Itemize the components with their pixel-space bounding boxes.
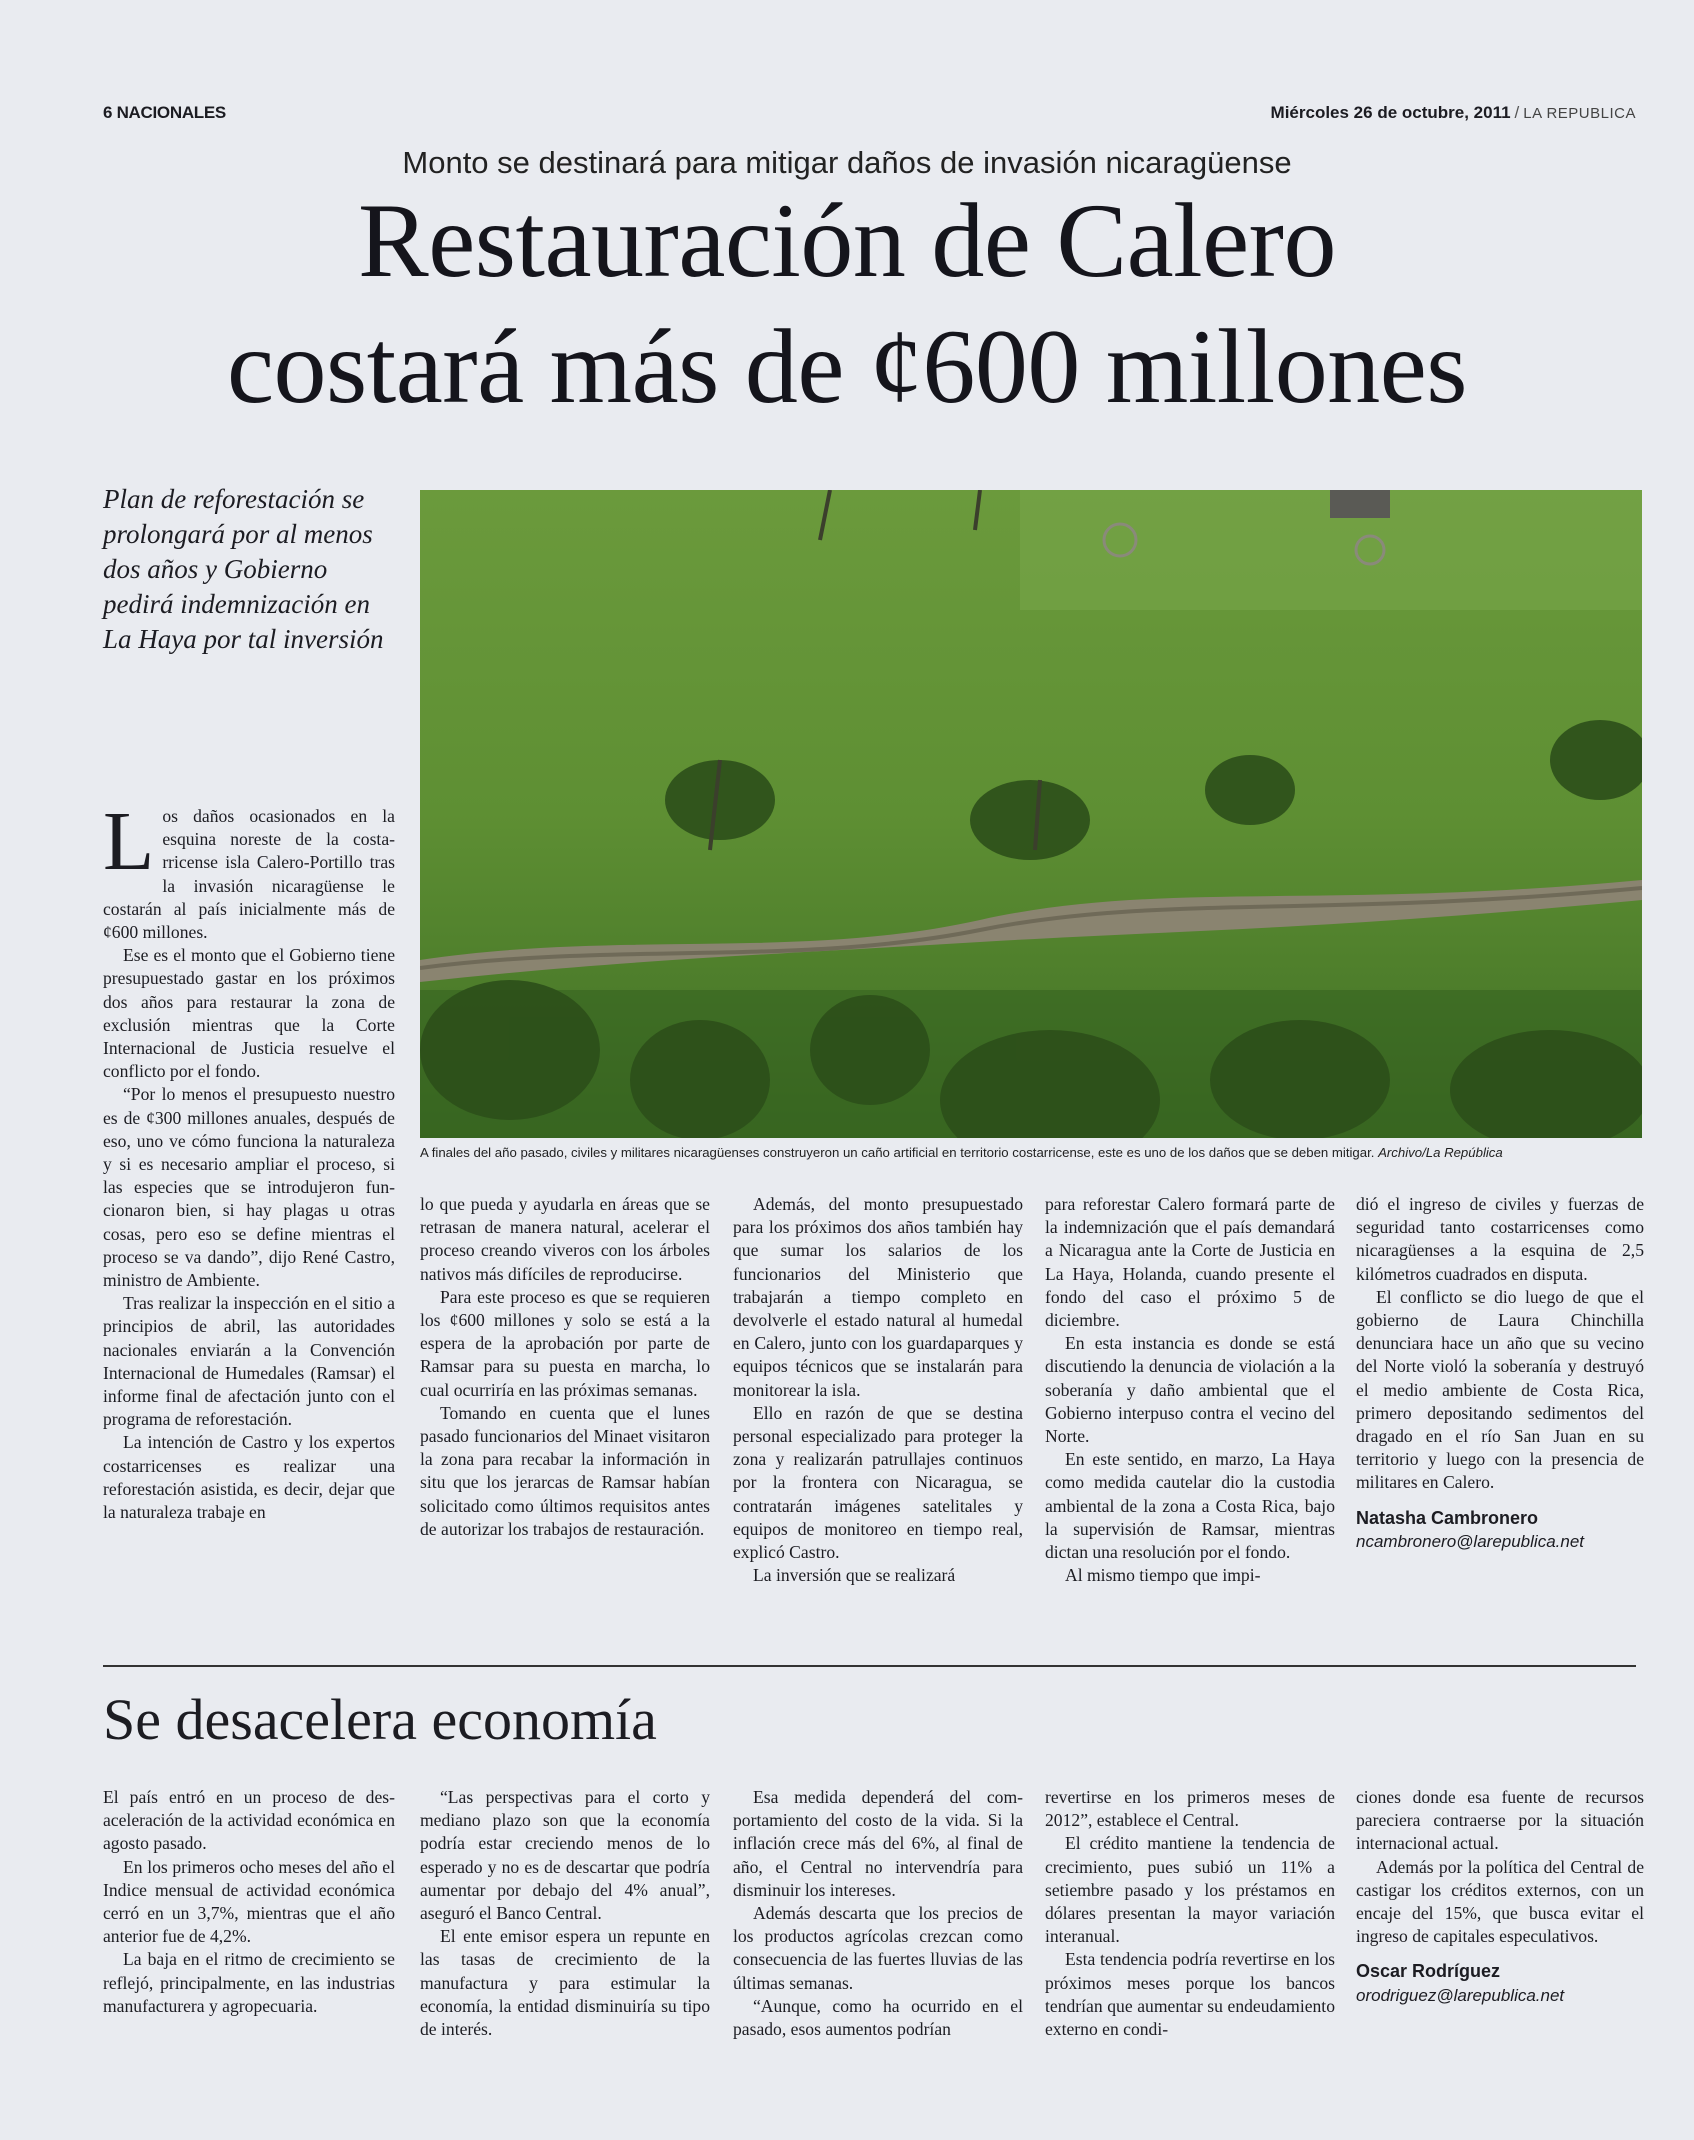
article-headline	[40, 178, 1654, 430]
photo-caption	[420, 1145, 1642, 1160]
article-2-column-5	[1356, 1786, 1644, 2007]
paragraph: La intención de Castro y los expertos costarricenses es realizar una reforestación asistida, es decir, dejar que la naturaleza trabaje en	[103, 1432, 395, 1523]
paragraph: Al mismo tiempo que impi-	[1065, 1565, 1261, 1586]
article-column-3	[733, 1193, 1023, 1587]
section-divider	[103, 1665, 1636, 1667]
byline-email[interactable]: orodriguez@larepublica.net	[1356, 1985, 1565, 2005]
paragraph: Ese es el monto que el Gobierno tiene presupuestado gastar en los próximos dos años para restaurar la zona de exclusión mientras que la Corte Internacional de Justicia resuelve el conflicto por el fondo.	[103, 945, 395, 1082]
paragraph: El conflicto se dio luego de que el gobierno de Laura Chinchilla denunciara hace un año que su vecino del Norte violó la soberanía y destruyó el medio ambiente de Costa Rica, primero depositando sedimentos del dragado en el río San Juan en su territorio y luego con la presencia de militares en Calero.	[1356, 1286, 1644, 1493]
paragraph: Los daños ocasionados en la esquina noreste de la costarricense isla Calero-Portillo tras la invasión nicaragüense le costarán al país inicialmente más de ¢600 millones.	[103, 795, 395, 943]
paragraph: El país entró en un proceso de desaceleración de la actividad económica en agosto pasado.	[103, 1787, 395, 1854]
paragraph: Esta tendencia podría revertirse en los próximos meses porque los bancos tendrían que aumentar su endeudamiento externo en condi-	[1045, 1949, 1335, 2040]
article-2-column-1	[103, 1786, 395, 2018]
article-kicker: Monto se destinará para mitigar daños de invasión nicaragüense	[402, 145, 1292, 180]
paragraph: Además descarta que los precios de los productos agrícolas crezcan como consecuencia de las fuertes lluvias de las últimas semanas.	[733, 1903, 1023, 1993]
headline-line-2: costará más de ¢600 millones	[226, 308, 1468, 425]
drop-cap: L	[103, 795, 155, 888]
byline-name: Natasha Cambronero	[1356, 1507, 1539, 1528]
byline-name: Oscar Rodríguez	[1356, 1961, 1501, 1982]
issue-date: Miércoles 26 de octubre, 2011	[1270, 103, 1511, 122]
paragraph: Ello en razón de que se destina personal especializado para proteger la zona y realizarán patrullajes continuos por la frontera con Nicaragua, se contratarán imágenes satelitales y equipos de monitoreo en tiempo real, explicó Castro.	[733, 1402, 1023, 1563]
paragraph: La baja en el ritmo de crecimiento se reflejó, principalmente, en las industrias manufacturera y agropecuaria.	[103, 1949, 395, 2016]
paragraph: para reforestar Calero formará parte de la indemnización que el país demandará a Nicaragua ante la Corte de Justicia en La Haya, Holanda, cuando presente el fondo del caso el próximo 5 de diciembre.	[1045, 1194, 1335, 1331]
caption-text: A finales del año pasado, civiles y militares nicaragüenses construyeron un caño artificial en territorio costarricense, este es uno de los daños que se deben mitigar.	[420, 1145, 1375, 1160]
photo-credit: Archivo/La República	[1378, 1145, 1503, 1160]
paragraph: “Las perspectivas para el corto y mediano plazo son que la economía podría estar creciendo menos de lo esperado y no es de descartar que podría aumentar por debajo del 4% anual”, aseguró el Banco Central.	[420, 1787, 710, 1924]
paragraph: En este sentido, en marzo, La Haya como medida cautelar dio la custodia ambiental de la zona a Costa Rica, bajo la supervisión de Ramsar, mientras dictan una resolución por el fondo.	[1045, 1449, 1335, 1563]
article-column-2	[420, 1193, 710, 1541]
paragraph: “Aunque, como ha ocurrido en el pasado, esos aumentos podrían	[733, 1995, 1023, 2040]
paragraph: Para este proceso es que se requieren los ¢600 millones y solo se está a la espera de la aprobación por parte de Ramsar para su puesta en marcha, lo cual ocurriría en las próximas semanas.	[420, 1286, 710, 1400]
paragraph: Tomando en cuenta que el lunes pasado funcionarios del Minaet visitaron la zona para recabar la información in situ que los jerarcas de Ramsar habían solicitado como últimos requisitos antes de autorizar los trabajos de restauración.	[420, 1402, 710, 1539]
article-2-column-2	[420, 1786, 710, 2041]
article-photo	[420, 490, 1642, 1138]
paragraph: dió el ingreso de civiles y fuerzas de seguridad tanto costarricenses como nicaragüenses a la esquina de 2,5 kilómetros cuadrados en disputa.	[1356, 1194, 1644, 1284]
section-label: 6 NACIONALES	[103, 103, 226, 122]
headline-line-1: Restauración de Calero	[358, 182, 1336, 299]
paragraph: En los primeros ocho meses del año el Indice mensual de actividad económica cerró en un 3,7%, mientras que el año anterior fue de 4,2%.	[103, 1856, 395, 1947]
separator: /	[1514, 103, 1520, 122]
paragraph: En esta instancia es donde se está discutiendo la denuncia de violación a la soberanía y daño ambiental que el Gobierno interpuso contra el vecino del Norte.	[1045, 1333, 1335, 1447]
article-column-1	[103, 795, 395, 1524]
paragraph: El crédito mantiene la tendencia de crecimiento, pues subió un 11% a setiembre pasado y los préstamos en dólares presentan la mayor variación interanual.	[1045, 1833, 1335, 1947]
aerial-field-photo	[420, 490, 1642, 1138]
article-deck: Plan de reforestación se prolongará por al menos dos años y Gobierno pedirá indemnización en La Haya por tal inversión	[103, 484, 384, 654]
article-column-4	[1045, 1193, 1335, 1587]
article-2-headline: Se desacelera economía	[103, 1687, 657, 1752]
paragraph: Esa medida dependerá del comportamiento del costo de la vida. Si la inflación crece más del 6%, al final de año, el Central no intervendría para disminuir los intereses.	[733, 1787, 1023, 1900]
paragraph: La inversión que se realizará	[753, 1565, 956, 1586]
paragraph: El ente emisor espera un repunte en las tasas de crecimiento de la manufactura y para estimular la economía, la entidad disminuiría su tipo de interés.	[420, 1926, 710, 2040]
page-date-line	[1271, 103, 1636, 123]
newspaper-name: LA REPUBLICA	[1523, 105, 1636, 122]
paragraph: Además por la política del Central de castigar los créditos externos, con un encaje del 15%, que busca evitar el ingreso de capitales especulativos.	[1356, 1856, 1644, 1947]
byline-email[interactable]: ncambronero@larepublica.net	[1356, 1531, 1584, 1551]
paragraph: “Por lo menos el presupuesto nuestro es de ¢300 millones anuales, después de eso, uno ve cómo funciona la naturaleza y si es necesario ampliar el proceso, si las especies que se introdujeron funcionaron bien, si hay plagas u otras cosas, pero eso se define mientras el proceso se va dando”, dijo René Castro, ministro de Ambiente.	[103, 1084, 395, 1291]
paragraph: lo que pueda y ayudarla en áreas que se retrasan de manera natural, acelerar el proceso creando viveros con los árboles nativos más difíciles de reproducirse.	[420, 1194, 710, 1284]
paragraph: Además, del monto presupuestado para los próximos dos años también hay que sumar los salarios de los funcionarios del Ministerio que trabajarán a tiempo completo en devolverle el estado natural al humedal en Calero, junto con los guardaparques y equipos técnicos que se instalarán para monitorear la isla.	[733, 1194, 1023, 1400]
article-2-column-3	[733, 1786, 1023, 2041]
paragraph: ciones donde esa fuente de recursos pareciera contraerse por la situación internacional actual.	[1356, 1787, 1644, 1854]
paragraph: revertirse en los primeros meses de 2012”, establece el Central.	[1045, 1787, 1335, 1831]
article-2-column-4	[1045, 1786, 1335, 2041]
article-column-5	[1356, 1193, 1644, 1553]
paragraph: Tras realizar la inspección en el sitio a principios de abril, las autoridades nacionales enviarán a la Convención Internacional de Humedales (Ramsar) el informe final de afectación junto con el programa de reforestación.	[103, 1293, 395, 1430]
